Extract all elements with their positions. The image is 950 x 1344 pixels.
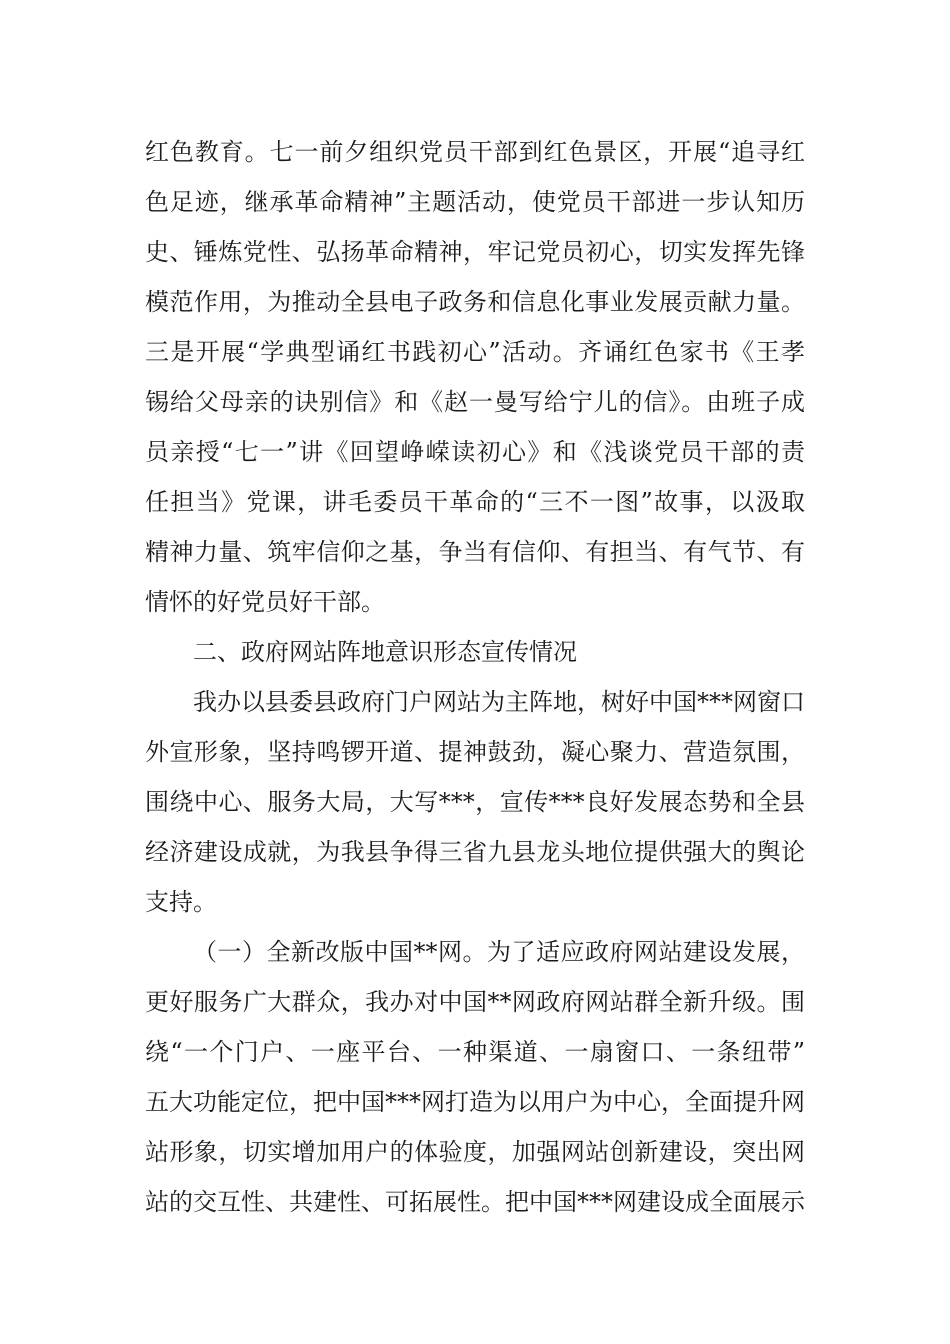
text-line: 经济建设成就，为我县争得三省九县龙头地位提供强大的舆论 [145,838,805,866]
text-line: 围绕中心、服务大局，大写***，宣传***良好发展态势和全县 [145,788,805,816]
text-line: （一）全新改版中国**网。为了适应政府网站建设发展， [193,938,805,966]
text-line: 史、锤炼党性、弘扬革命精神，牢记党员初心，切实发挥先锋 [145,238,805,266]
text-line: 站形象，切实增加用户的体验度，加强网站创新建设，突出网 [145,1138,805,1166]
text-line: 锡给父母亲的诀别信》和《赵一曼写给宁儿的信》。由班子成 [145,388,805,416]
text-line: 员亲授“七一”讲《回望峥嵘读初心》和《浅谈党员干部的责 [145,438,805,466]
text-line: 红色教育。七一前夕组织党员干部到红色景区，开展“追寻红 [145,138,805,166]
text-line: 外宣形象，坚持鸣锣开道、提神鼓劲，凝心聚力、营造氛围， [145,738,805,766]
text-line: 精神力量、筑牢信仰之基，争当有信仰、有担当、有气节、有 [145,538,805,566]
text-line: 任担当》党课，讲毛委员干革命的“三不一图”故事，以汲取 [145,488,805,516]
text-line: 情怀的好党员好干部。 [145,588,385,616]
text-line: 支持。 [145,888,217,916]
text-line: 模范作用，为推动全县电子政务和信息化事业发展贡献力量。 [145,288,805,316]
text-line: 五大功能定位，把中国***网打造为以用户为中心，全面提升网 [145,1088,805,1116]
text-line: 站的交互性、共建性、可拓展性。把中国***网建设成全面展示 [145,1188,805,1216]
text-line: 色足迹，继承革命精神”主题活动，使党员干部进一步认知历 [145,188,805,216]
text-line: 三是开展“学典型诵红书践初心”活动。齐诵红色家书《王孝 [145,338,805,366]
section-heading: 二、政府网站阵地意识形态宣传情况 [193,638,577,666]
text-line: 绕“一个门户、一座平台、一种渠道、一扇窗口、一条纽带” [145,1038,805,1066]
text-line: 更好服务广大群众，我办对中国**网政府网站群全新升级。围 [145,988,805,1016]
text-line: 我办以县委县政府门户网站为主阵地，树好中国***网窗口 [193,688,805,716]
